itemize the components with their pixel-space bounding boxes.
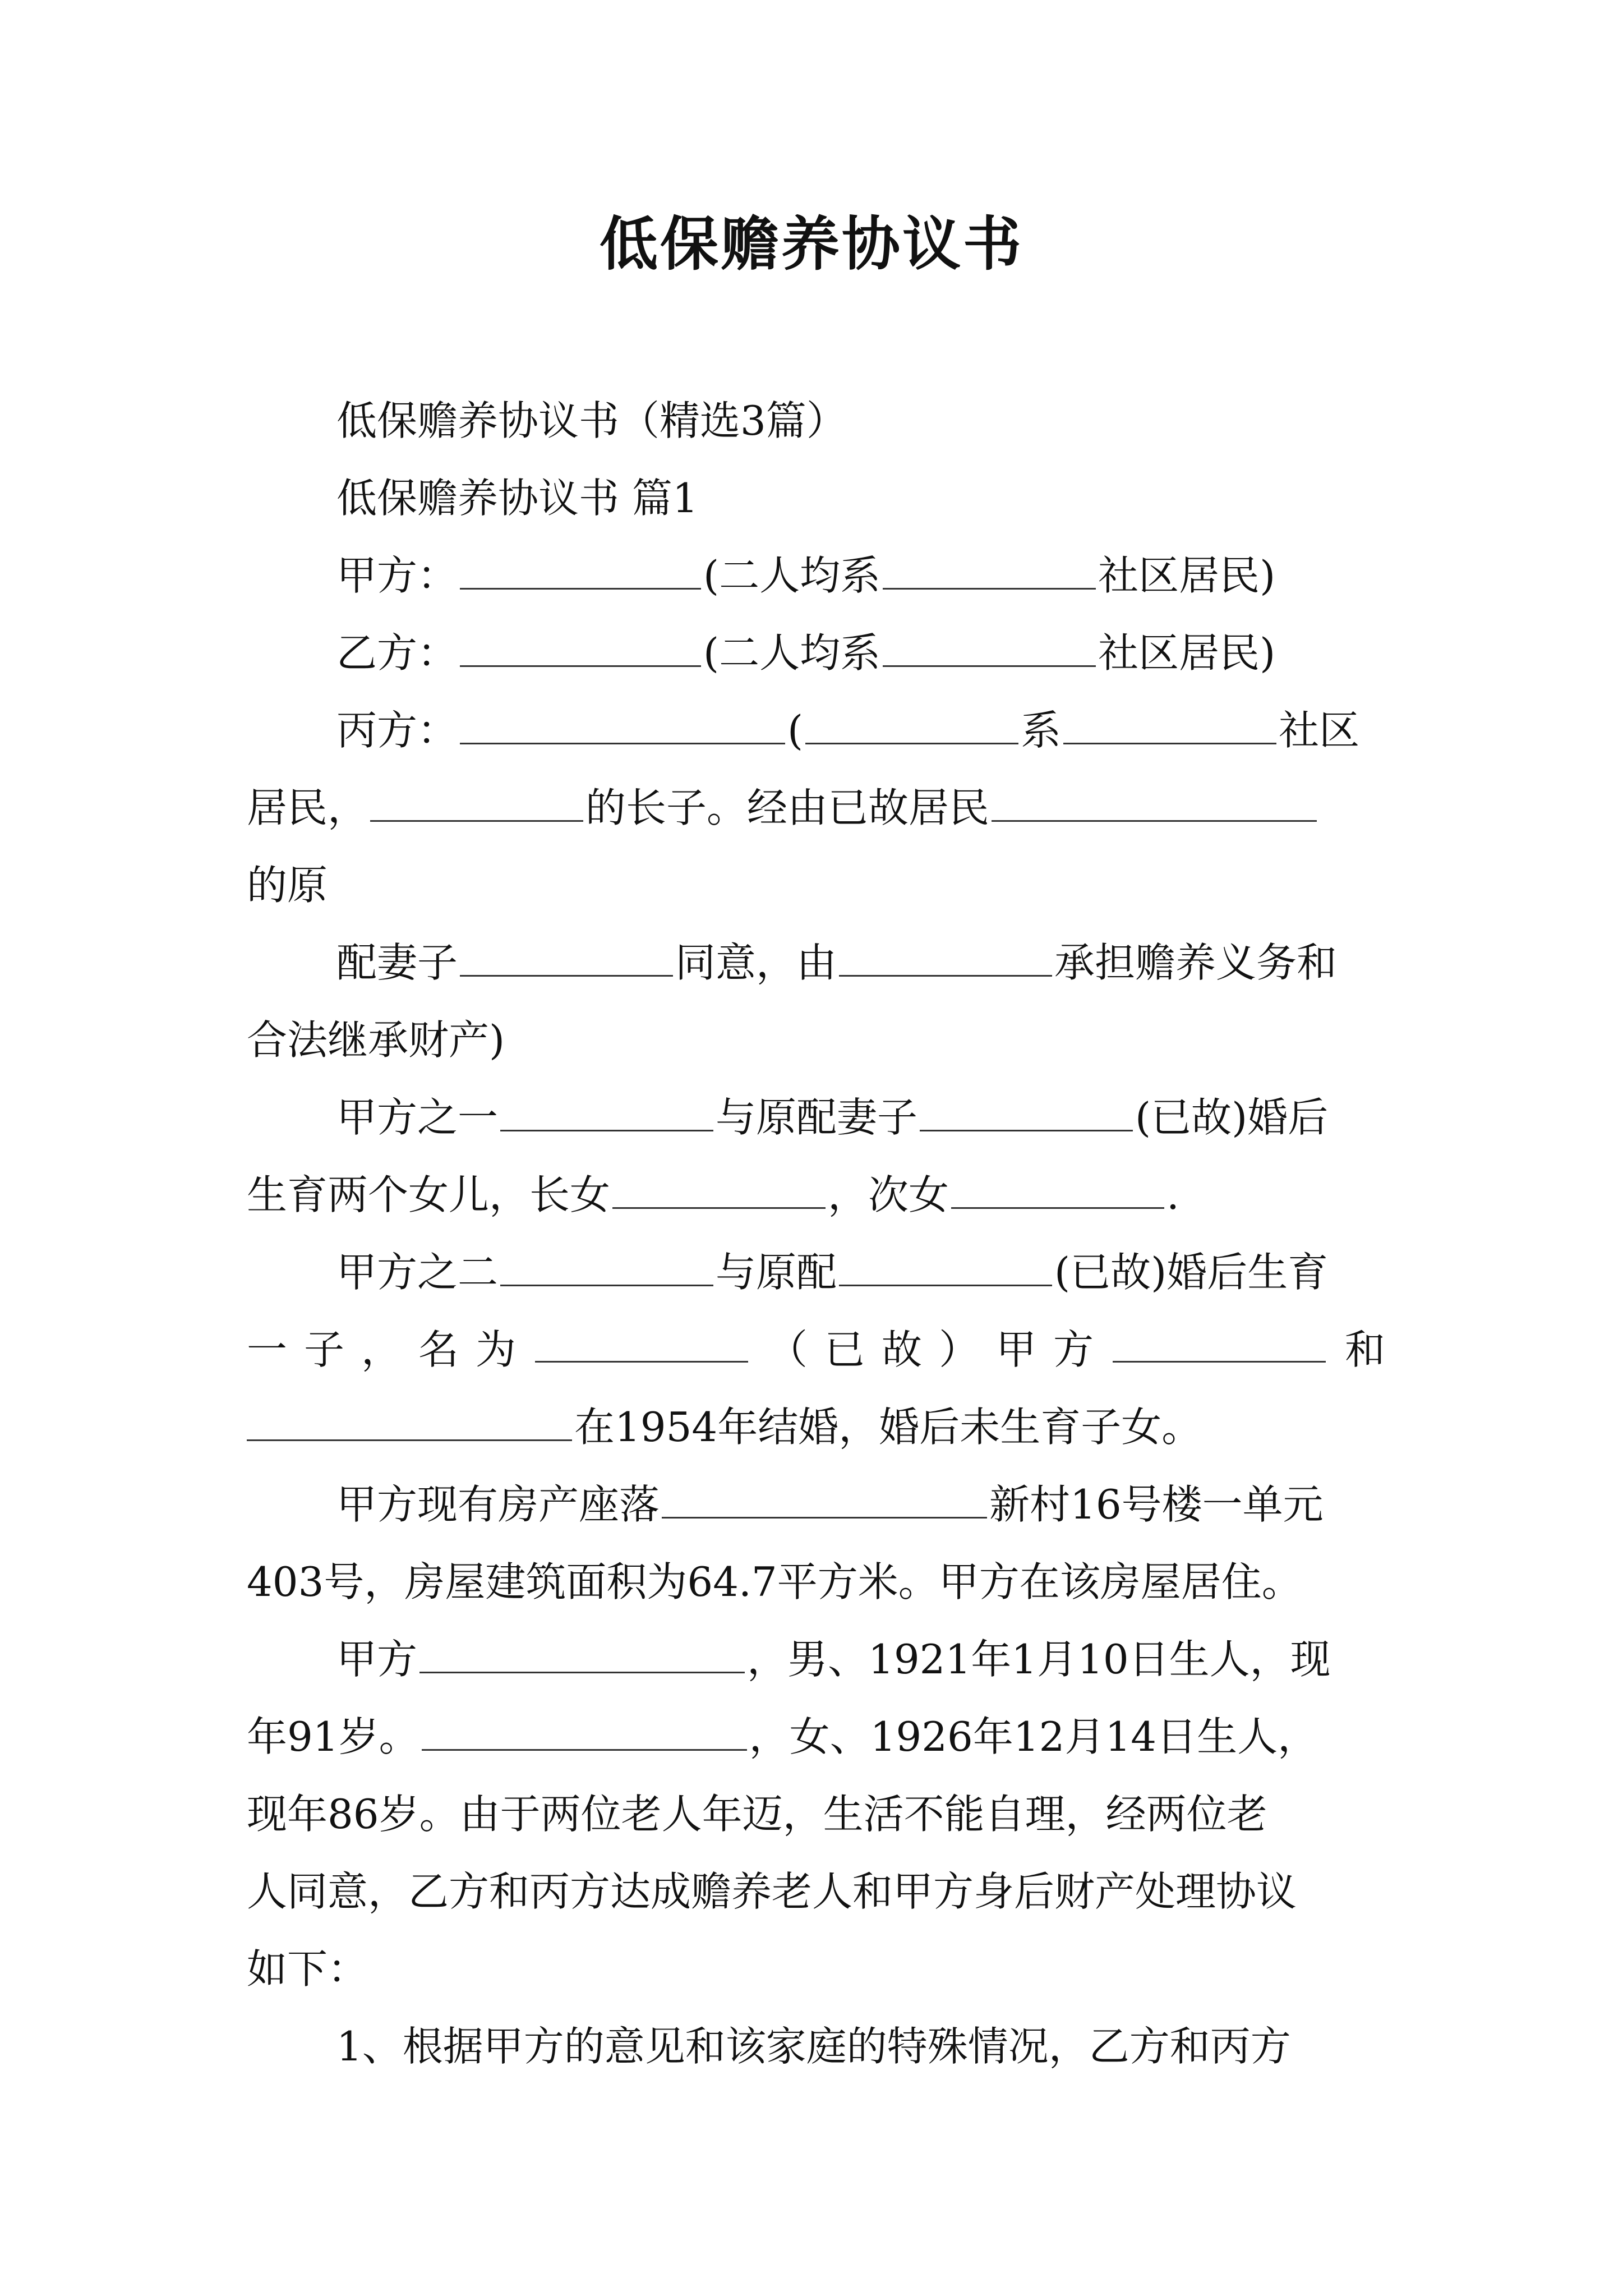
spouse-paragraph: 配妻子 同意，由 承担赡养义务和 bbox=[336, 935, 1337, 991]
house-paragraph-2: 403号，房屋建筑面积为64.7平方米。甲方在该房屋居住。 bbox=[247, 1558, 1302, 1605]
info-paragraph-5: 如下： bbox=[247, 1945, 368, 1993]
party-a1-paragraph: 甲方之一 与原配妻子 (已故)婚后 bbox=[336, 1089, 1328, 1145]
info-paragraph: 甲方 ，男、1921年1月10日生人，现 bbox=[336, 1631, 1331, 1687]
fill-blank bbox=[920, 1091, 1133, 1131]
fill-blank bbox=[460, 549, 701, 590]
fill-blank bbox=[805, 703, 1018, 744]
fill-blank bbox=[662, 1478, 987, 1519]
spouse-paragraph-2: 合法继承财产) bbox=[247, 1016, 505, 1064]
fill-blank bbox=[370, 781, 583, 822]
fill-blank bbox=[247, 1400, 572, 1441]
agreement-item-1: 1、根据甲方的意见和该家庭的特殊情况，乙方和丙方 bbox=[336, 2023, 1291, 2070]
fill-blank bbox=[992, 781, 1317, 822]
info-paragraph-3: 现年86岁。由于两位老人年迈，生活不能自理，经两位老 bbox=[247, 1791, 1267, 1838]
fill-blank bbox=[612, 1168, 826, 1209]
document-title: 低保赡养协议书 bbox=[599, 209, 1023, 278]
party-c-line: 丙方： ( 系 社区 bbox=[336, 702, 1359, 758]
house-paragraph: 甲方现有房产座落 新村16号楼一单元 bbox=[336, 1476, 1324, 1533]
info-paragraph-4: 人同意，乙方和丙方达成赡养老人和甲方身后财产处理协议 bbox=[247, 1868, 1297, 1915]
fill-blank bbox=[883, 626, 1096, 667]
subtitle: 低保赡养协议书（精选3篇） bbox=[336, 397, 847, 444]
party-a-line: 甲方： (二人均系 社区居民) bbox=[336, 547, 1275, 604]
fill-blank bbox=[951, 1168, 1164, 1209]
fill-blank bbox=[460, 626, 701, 667]
fill-blank bbox=[460, 936, 673, 977]
fill-blank bbox=[1063, 703, 1276, 744]
section-heading: 低保赡养协议书 篇1 bbox=[336, 475, 698, 522]
party-a2-paragraph-3: 在1954年结婚，婚后未生育子女。 bbox=[247, 1399, 1202, 1455]
fill-blank bbox=[883, 549, 1096, 590]
fill-blank bbox=[839, 1245, 1052, 1286]
fill-blank bbox=[419, 1632, 745, 1673]
party-c-line-3: 的原 bbox=[247, 862, 328, 909]
party-a2-paragraph-2: 一 子 ， 名 为 （ 已 故 ） 甲 方 和 bbox=[247, 1322, 1385, 1378]
fill-blank bbox=[535, 1322, 748, 1363]
fill-blank bbox=[500, 1091, 713, 1131]
fill-blank bbox=[422, 1710, 747, 1751]
fill-blank bbox=[839, 936, 1052, 977]
party-b-line: 乙方： (二人均系 社区居民) bbox=[336, 625, 1275, 681]
fill-blank bbox=[1113, 1322, 1326, 1363]
info-paragraph-2: 年91岁。 ，女、1926年12月14日生人， bbox=[247, 1709, 1318, 1765]
fill-blank bbox=[460, 703, 785, 744]
party-c-line-2: 居民， 的长子。经由已故居民 bbox=[247, 780, 1319, 836]
party-a2-paragraph: 甲方之二 与原配 (已故)婚后生育 bbox=[336, 1244, 1328, 1300]
party-a1-paragraph-2: 生育两个女儿，长女 ，次女 . bbox=[247, 1167, 1179, 1223]
fill-blank bbox=[500, 1245, 713, 1286]
